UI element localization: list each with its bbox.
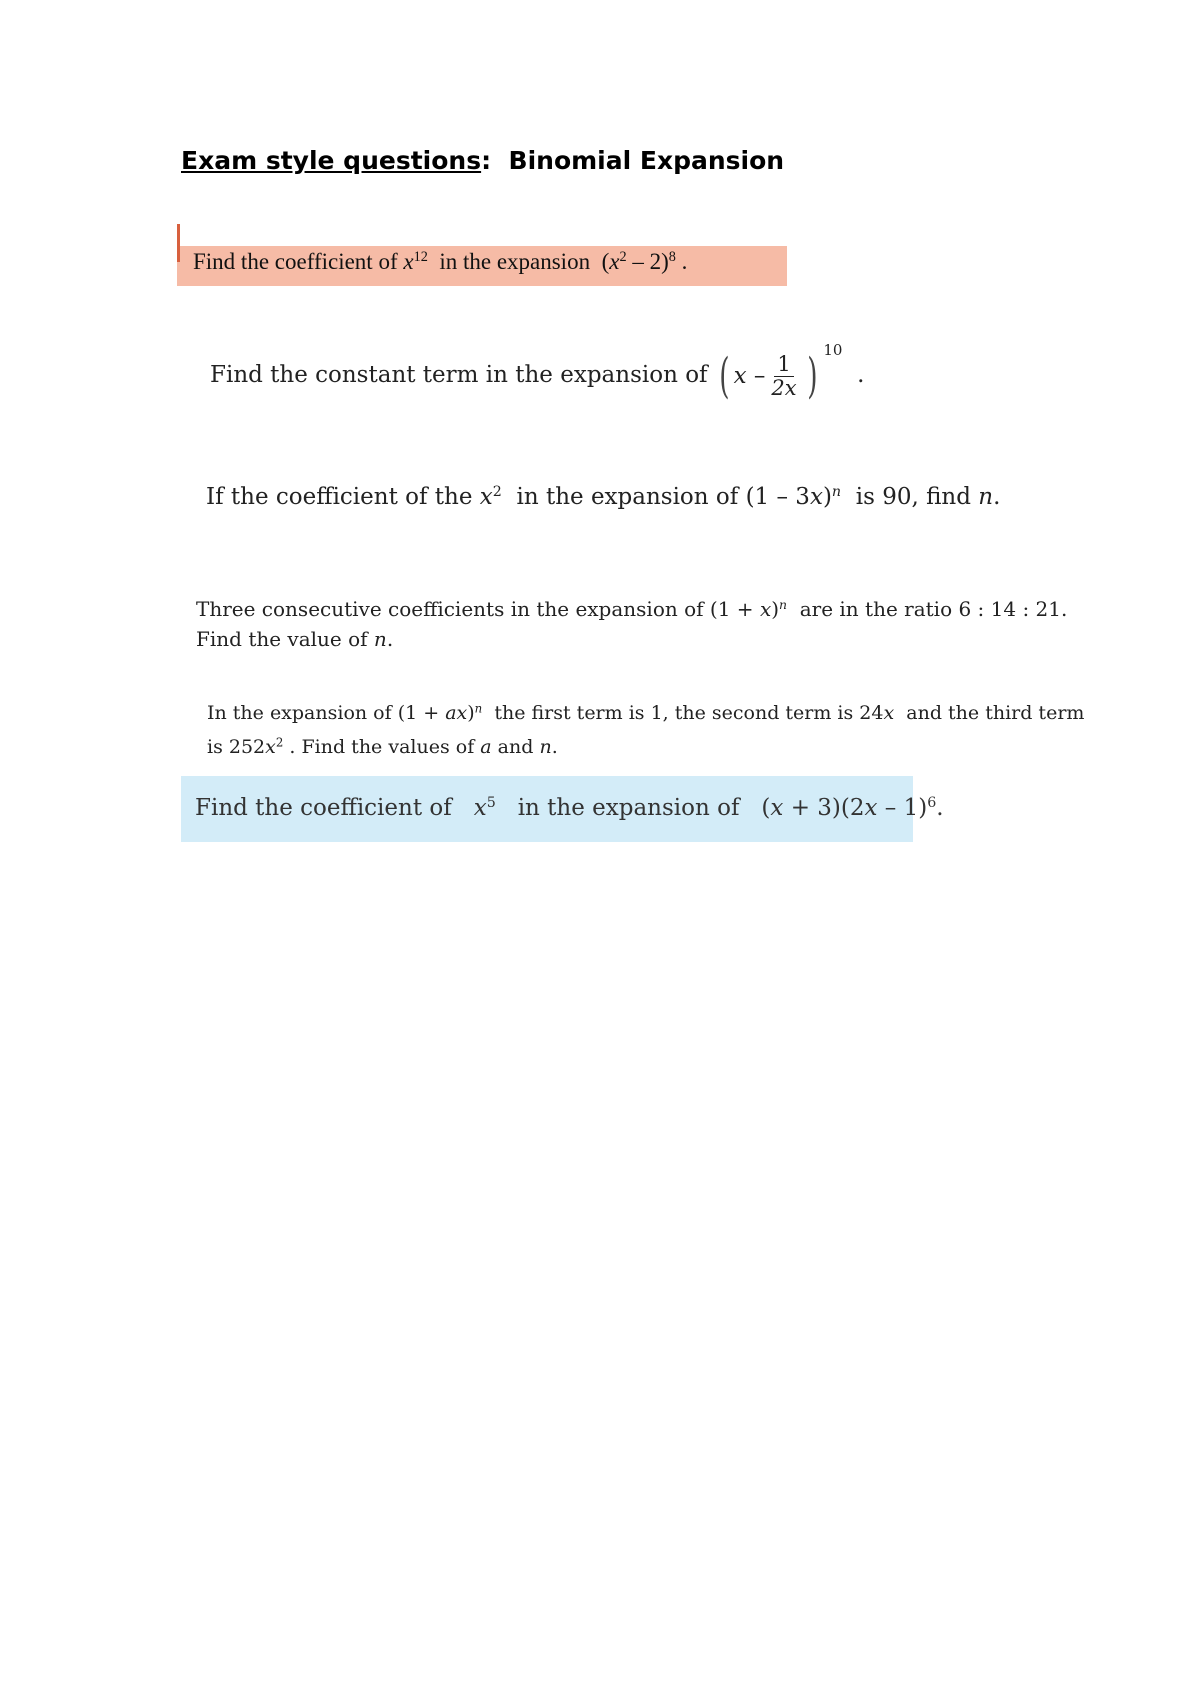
question-3 [206,484,1000,510]
q6-expr-a: ( [761,795,771,821]
q5-n: n [539,736,552,758]
q5-a: a [480,736,492,758]
question-5-line-1 [207,702,1084,724]
q4-end: . [386,627,394,651]
q1-var: x [403,249,414,274]
q3-text: If the coefficient of the [206,484,473,510]
q4-ratio: are in the ratio 6 : 14 : 21. [799,597,1068,621]
q5-line2-text: is 252 [207,736,266,758]
q6-expr-var2: x [864,795,878,821]
q6-expr-c: – 1) [877,795,928,821]
text-cursor [177,224,180,262]
q1-exp: 12 [413,249,428,266]
q6-var: x [473,795,487,821]
q5-mid: the first term is 1, the second term is 24 [494,702,884,724]
q4-expr-a: (1 + [709,597,754,621]
q4-expr-var: x [759,597,772,621]
q3-mid: in the expansion of [516,484,739,510]
q3-expr-pow: n [831,484,842,501]
q6-expr-pow: 6 [927,795,937,812]
q5-expr-pow: n [474,701,483,716]
title-topic: Binomial Expansion [508,146,785,175]
q5-line2-exp: 2 [275,735,284,750]
q1-expr-body: – 2) [626,249,669,274]
question-4-line-1 [196,597,1067,621]
question-5-line-2 [207,736,558,758]
q1-text: Find the coefficient of [193,249,398,274]
q2-var: x [733,363,747,389]
question-6 [195,795,944,821]
q5-end: . [551,736,558,758]
q3-expr-a: (1 – 3 [745,484,810,510]
q4-line2-text: Find the value of [196,627,368,651]
q4-text: Three consecutive coefficients in the expansion of [196,597,704,621]
q6-mid: in the expansion of [517,795,740,821]
page-title [181,146,784,175]
q3-end: . [993,484,1001,510]
q2-power: 10 [823,341,843,359]
q2-fraction [768,353,799,398]
q5-var: x [883,702,895,724]
q3-expr-b: ) [822,484,832,510]
q2-text: Find the constant term in the expansion of [210,362,708,388]
q1-expr-pow: 8 [668,249,676,266]
q1-mid: in the expansion [439,249,591,274]
q3-var: x [479,484,493,510]
question-1 [193,249,687,275]
q5-post: and the third term [906,702,1085,724]
q3-exp: 2 [492,484,502,501]
q5-text: In the expansion of [207,702,392,724]
title-colon: : [481,146,492,175]
q1-expr-open: ( [601,249,610,274]
q2-denominator: 2x [771,375,797,400]
q2-minus: – [753,363,766,389]
q3-post: is 90, find [855,484,971,510]
question-2 [210,341,865,404]
q3-expr-var: x [809,484,823,510]
q6-text: Find the coefficient of [195,795,452,821]
q5-and: and [497,736,534,758]
q5-expr-var: ax [445,702,468,724]
q5-expr-a: (1 + [397,702,440,724]
q2-numerator: 1 [774,353,793,376]
q4-expr-pow: n [779,597,788,613]
q6-exp: 5 [486,795,496,812]
q4-expr-b: ) [771,597,780,621]
q2-end: . [857,362,865,388]
q6-end: . [936,795,944,821]
title-underlined: Exam style questions [181,146,482,175]
q1-end: . [681,249,688,274]
question-4-line-2 [196,627,393,651]
q6-expr-var1: x [770,795,784,821]
q5-line2-var: x [265,736,276,758]
q5-expr-b: ) [467,702,475,724]
q2-lparen: ( [719,348,730,404]
q5-line2-mid: . Find the values of [289,736,475,758]
q3-n: n [978,484,994,510]
q2-rparen: ) [806,348,818,404]
q1-expr-var: x [609,249,620,274]
q4-n: n [373,627,387,651]
q1-expr-exp: 2 [619,249,627,266]
q6-expr-b: + 3)(2 [783,795,865,821]
q2-expression [715,341,843,404]
